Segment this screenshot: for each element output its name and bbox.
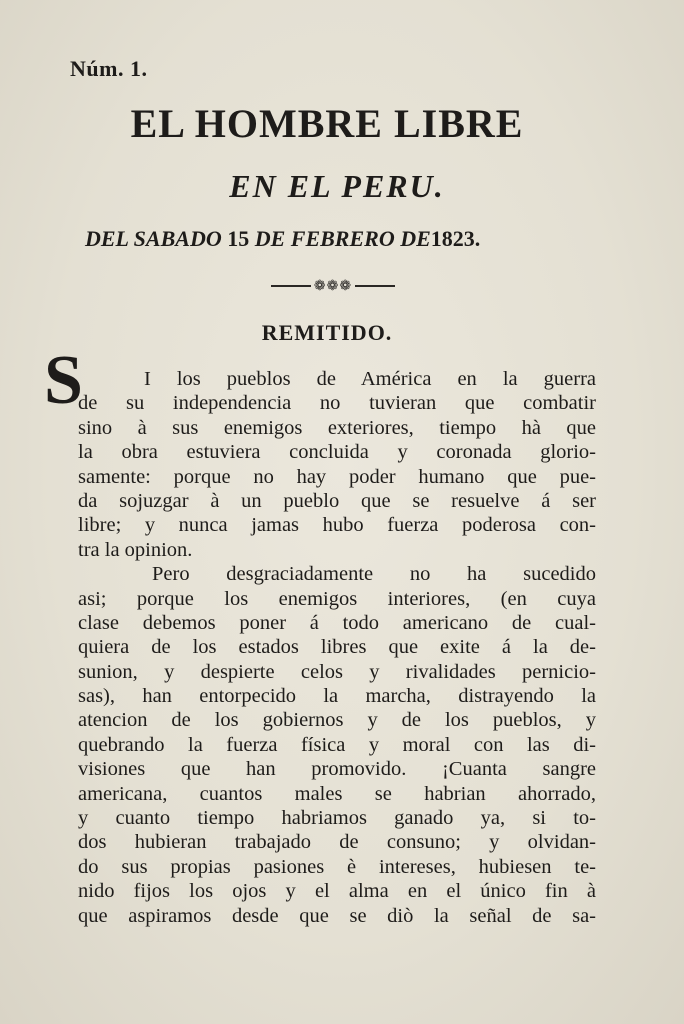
text-line: y cuanto tiempo habriamos ganado ya, si to- (78, 807, 596, 830)
dateline-year: 1823. (430, 226, 481, 251)
masthead-subtitle: EN EL PERU. (229, 168, 445, 204)
ornament-rule-right (355, 285, 395, 287)
issue-number: Núm. 1. (70, 56, 148, 81)
ornament-rule-left (271, 285, 311, 287)
drop-cap: S (44, 342, 83, 419)
text-line: sunion, y despierte celos y rivalidades pernicio- (78, 660, 596, 683)
ornament-divider (258, 276, 408, 296)
text-line: que aspiramos desde que se diò la señal de sa- (78, 904, 596, 927)
dateline-del: DEL SABADO (85, 226, 222, 251)
text-line: nido fijos los ojos y el alma en el único fin à (78, 880, 596, 903)
text-line: dos hubieran trabajado de consuno; y olvidan- (78, 831, 596, 854)
dateline-month: DE FEBRERO (254, 226, 395, 251)
dateline-de: DE (400, 226, 431, 251)
text-line: asi; porque los enemigos interiores, (en cuya (78, 587, 596, 610)
dateline-day: 15 (227, 226, 250, 251)
text-line: Pero desgraciadamente no ha sucedido (152, 563, 596, 586)
flower-ornament-icon: ❁❁❁ (313, 278, 353, 294)
text-line: visiones que han promovido. ¡Cuanta sangre (78, 758, 596, 781)
text-line: quiera de los estados libres que exite á la de- (78, 636, 596, 659)
article-body (78, 367, 596, 928)
text-line: da sojuzgar à un pueblo que se resuelve á ser (78, 489, 596, 512)
text-line: I los pueblos de América en la guerra (144, 368, 596, 390)
masthead-title: EL HOMBRE LIBRE (130, 101, 524, 146)
text-line: de su independencia no tuvieran que combatir (78, 392, 596, 415)
text-line: quebrando la fuerza física y moral con las di- (78, 733, 596, 756)
text-line: tra la opinion. (78, 538, 193, 561)
section-heading: REMITIDO. (261, 320, 393, 345)
text-line: americana, cuantos males se habrian ahorrado, (78, 782, 596, 805)
text-line: libre; y nunca jamas hubo fuerza poderosa con- (78, 514, 596, 537)
dateline (85, 226, 585, 252)
text-line: sino à sus enemigos exteriores, tiempo hà que (78, 416, 596, 439)
text-line: samente: porque no hay poder humano que pue- (78, 465, 596, 488)
text-line: sas), han entorpecido la marcha, distrayendo la (78, 685, 596, 708)
text-line: do sus propias pasiones è intereses, hubiesen te- (78, 855, 596, 878)
text-line: clase debemos poner á todo americano de cual- (78, 611, 596, 634)
text-line: atencion de los gobiernos y de los pueblos, y (78, 709, 596, 732)
text-line: la obra estuviera concluida y coronada glorio- (78, 441, 596, 464)
